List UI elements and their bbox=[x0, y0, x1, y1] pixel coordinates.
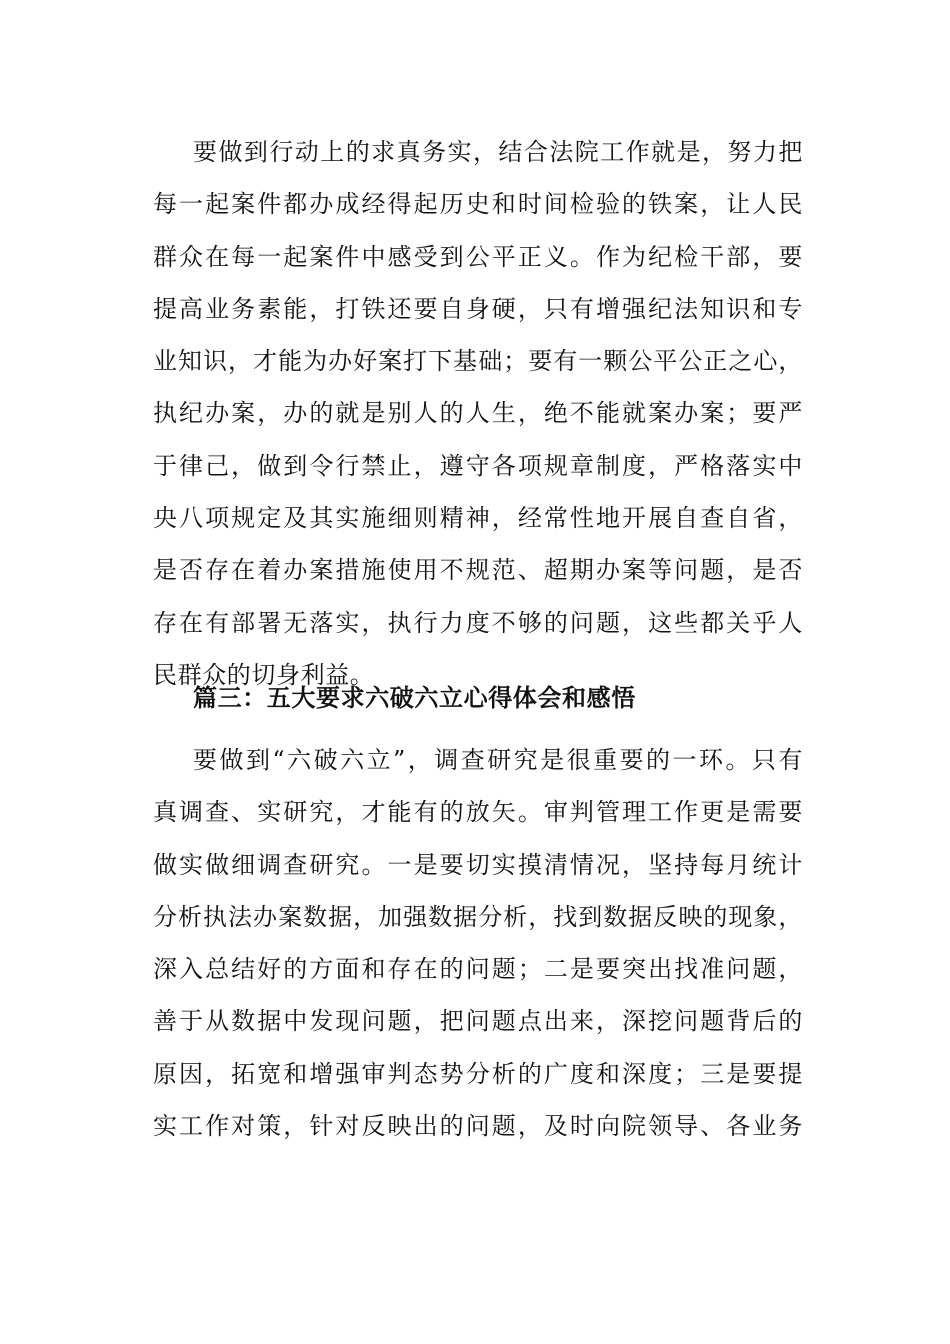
paragraph-line: 深入总结好的方面和存在的问题；二是要突出找准问题， bbox=[153, 955, 803, 984]
paragraph-2 bbox=[153, 734, 803, 1152]
paragraph-line: 群众在每一起案件中感受到公平正义。作为纪检干部，要 bbox=[153, 242, 803, 271]
paragraph-line: 民群众的切身利益。 bbox=[153, 660, 375, 689]
paragraph-line: 做实做细调查研究。一是要切实摸清情况，坚持每月统计 bbox=[153, 850, 803, 879]
paragraph-line: 真调查、实研究，才能有的放矢。审判管理工作更是需要 bbox=[153, 798, 803, 827]
paragraph-line: 善于从数据中发现问题，把问题点出来，深挖问题背后的 bbox=[153, 1007, 803, 1036]
section-heading: 篇三：五大要求六破六立心得体会和感悟 bbox=[193, 684, 636, 712]
paragraph-line: 原因，拓宽和增强审判态势分析的广度和深度；三是要提 bbox=[153, 1059, 803, 1088]
paragraph-line: 存在有部署无落实，执行力度不够的问题，这些都关乎人 bbox=[153, 608, 803, 637]
paragraph-line: 实工作对策，针对反映出的问题，及时向院领导、各业务 bbox=[153, 1112, 803, 1141]
paragraph-line: 分析执法办案数据，加强数据分析，找到数据反映的现象， bbox=[153, 902, 803, 931]
paragraph-line: 要做到“六破六立”，调查研究是很重要的一环。只有 bbox=[193, 746, 803, 774]
paragraph-line: 是否存在着办案措施使用不规范、超期办案等问题，是否 bbox=[153, 556, 803, 585]
paragraph-line: 于律己，做到令行禁止，遵守各项规章制度，严格落实中 bbox=[153, 451, 803, 480]
paragraph-line: 央八项规定及其实施细则精神，经常性地开展自查自省， bbox=[153, 504, 803, 533]
paragraph-1 bbox=[153, 126, 803, 701]
paragraph-line: 执纪办案，办的就是别人的人生，绝不能就案办案；要严 bbox=[153, 399, 803, 428]
paragraph-line: 每一起案件都办成经得起历史和时间检验的铁案，让人民 bbox=[153, 190, 803, 219]
paragraph-line: 提高业务素能，打铁还要自身硬，只有增强纪法知识和专 bbox=[153, 294, 803, 323]
paragraph-line: 要做到行动上的求真务实，结合法院工作就是，努力把 bbox=[193, 138, 803, 166]
paragraph-line: 业知识，才能为办好案打下基础；要有一颗公平公正之心， bbox=[153, 347, 803, 376]
